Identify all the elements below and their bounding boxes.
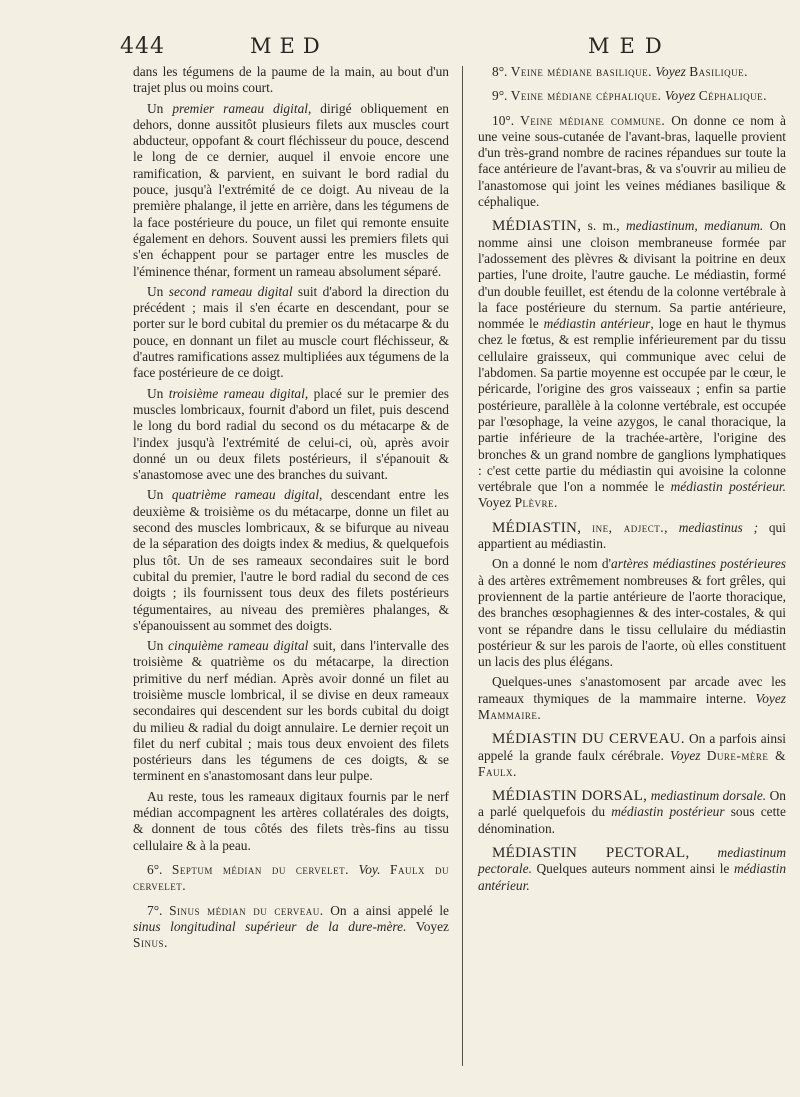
paragraph-continuation: dans les tégumens de la paume de la main, au bout d'un trajet plus ou moins court.	[133, 64, 449, 96]
entry-mediastin-adjective: MÉDIASTIN, ine, adject., mediastinus ; qui appartient au médiastin.	[478, 519, 786, 552]
paragraph-second-digital-branch: Un second rameau digital suit d'abord la direction du précédent ; mais il s'en écarte en descendant, pour se porter sur le bord cubital du premier os du métacarpe & du pouce, en donnant un filet au muscle court fléchisseur, & d'autres ramifications assez multipliées aux tégumens de la face postérieure de ce doigt.	[133, 283, 449, 381]
column-divider	[462, 66, 463, 1066]
entry-mediastin-du-cerveau: MÉDIASTIN DU CERVEAU. On a parfois ainsi appelé la grande faulx cérébrale. Voyez Dure-mère & Faulx.	[478, 731, 786, 779]
entry-sinus-median: 7°. Sinus médian du cerveau. On a ainsi appelé le sinus longitudinal supérieur de la dure-mère. Voyez Sinus.	[133, 902, 449, 951]
running-header	[0, 34, 800, 64]
entry-mediastin: MÉDIASTIN, s. m., mediastinum, medianum. On nomme ainsi une cloison membraneuse formée par l'adossement des plèvres & divisant la poitrine en deux parties, l'une droite, l'autre gauche. Le médiastin, formé d'un double feuillet, est étendu de la colonne vertébrale à la face postérieure du sternum. Sa partie antérieure, nommée le médiastin antérieur, loge en haut le thymus chez le fœtus, & est remplie inférieurement par du tissu cellulaire graisseux, qui communique avec celui de l'abdomen. Sa partie moyenne est occupée par le cœur, le péricarde, l'origine des gros vaisseaux ; enfin sa partie postérieure, parallèle à la colonne vertébrale, est occupée par l'œsophage, la veine azygos, le canal thoracique, la partie inférieure de la trachée-artère, l'origine des bronches & un grand nombre de ganglions lymphatiques : c'est cette partie du médiastin qui avoisine la colonne vertébrale que l'on a nommée le médiastin postérieur. Voyez Plèvre.	[478, 218, 786, 511]
running-head-right: MED	[588, 34, 672, 58]
left-column	[133, 64, 449, 955]
paragraph-fourth-digital-branch: Un quatrième rameau digital, descendant entre les deuxième & troisième os du métacarpe, donne un filet au second des muscles lombricaux, & se bifurque au niveau de la séparation des doigts index & medius, & quelquefois plus tôt. Un de ses rameaux secondaires suit le bord cubital du premier, l'autre le bord radial du second de ces doigts ; ils fournissent tous deux des filets postérieurs tégumentaires, au niveau des premières phalanges, & s'épanouissent au sommet des doigts.	[133, 487, 449, 633]
entry-septum-median: 6°. Septum médian du cervelet. Voy. Faulx du cervelet.	[133, 861, 449, 894]
paragraph-summary: Au reste, tous les rameaux digitaux fournis par le nerf médian accompagnent les artères collatérales des doigts, & donnent de tous côtés des filets très-fins au tissu cellulaire & à la peau.	[133, 788, 449, 853]
entry-veine-mediane-commune: 10°. Veine médiane commune. On donne ce nom à une veine sous-cutanée de l'avant-bras, laquelle provient d'un très-grand nombre de racines répandues sur toute la face antérieure de l'avant-bras, & va s'ouvrir au milieu de l'anastomose qui joint les veines médianes basilique & céphalique.	[478, 112, 787, 210]
entry-mediastin-dorsal: MÉDIASTIN DORSAL, mediastinum dorsale. On a parlé quelquefois du médiastin postérieur sous cette dénomination.	[478, 788, 786, 836]
running-head-left: MED	[250, 34, 328, 58]
page-number: 444	[120, 34, 165, 59]
paragraph-arteres-mediastines: On a donné le nom d'artères médiastines postérieures à des artères extrêmement nombreuses & fort grêles, qui proviennent de la partie antérieure de l'aorte thoracique, des branches œsophagiennes & des inter-costales, & qui vont se répandre dans le tissu cellulaire du médiastin postérieur & sur les parois de l'aorte, où elles constituent un lacis des plus élégans.	[478, 556, 786, 670]
paragraph-third-digital-branch: Un troisième rameau digital, placé sur le premier des muscles lombricaux, fournit d'abord un filet, puis descend le long du bord radial du second os du métacarpe & de l'index jusqu'à l'extrémité de celui-ci, où, après avoir donné un ou deux filets postérieurs, il s'épanouit & s'anastomose avec une des branches du suivant.	[133, 385, 449, 483]
right-column	[478, 64, 786, 898]
paragraph-anastomoses: Quelques-unes s'anastomosent par arcade avec les rameaux thymiques de la mammaire interne. Voyez Mammaire.	[478, 674, 786, 722]
paragraph-first-digital-branch: Un premier rameau digital, dirigé obliquement en dehors, donne aussitôt plusieurs filets aux muscles court abducteur, oppofant & court fléchisseur du pouce, descend le long de ce dernier, auquel il envoie encore une ramification, & parvient, en suivant le bord radial du pouce, jusqu'à l'extrémité de ce doigt. Au niveau de la première phalange, il jette en arrière, dans les tégumens de la face postérieure du pouce, un filet qui remonte ensuite également en dehors. Souvent aussi les premiers filets qui s'en échappent pour se partager entre les muscles de l'éminence thénar, forment un rameau absolument séparé.	[133, 100, 449, 279]
entry-veine-mediane-cephalique: 9°. Veine médiane céphalique. Voyez Céphalique.	[492, 88, 767, 104]
paragraph-fifth-digital-branch: Un cinquième rameau digital suit, dans l'intervalle des troisième & quatrième os du métacarpe, la direction primitive du nerf médian. Après avoir donné un filet au troisième muscle lombrical, il se divise en deux rameaux secondaires qui descendent sur les bords cubital du doigt du milieu & radial du doigt annulaire. Le dernier reçoit un filet du nerf cubital ; mais tous deux envoient des filets postérieurs dans les tégumens de ces doigts, & se terminent en s'anastomosant dans leur pulpe.	[133, 638, 449, 784]
entry-veine-mediane-basilique: 8°. Veine médiane basilique. Voyez Basilique.	[492, 64, 748, 79]
entry-mediastin-pectoral: MÉDIASTIN PECTORAL, mediastinum pectorale. Quelques auteurs nomment ainsi le médiastin antérieur.	[478, 845, 787, 893]
